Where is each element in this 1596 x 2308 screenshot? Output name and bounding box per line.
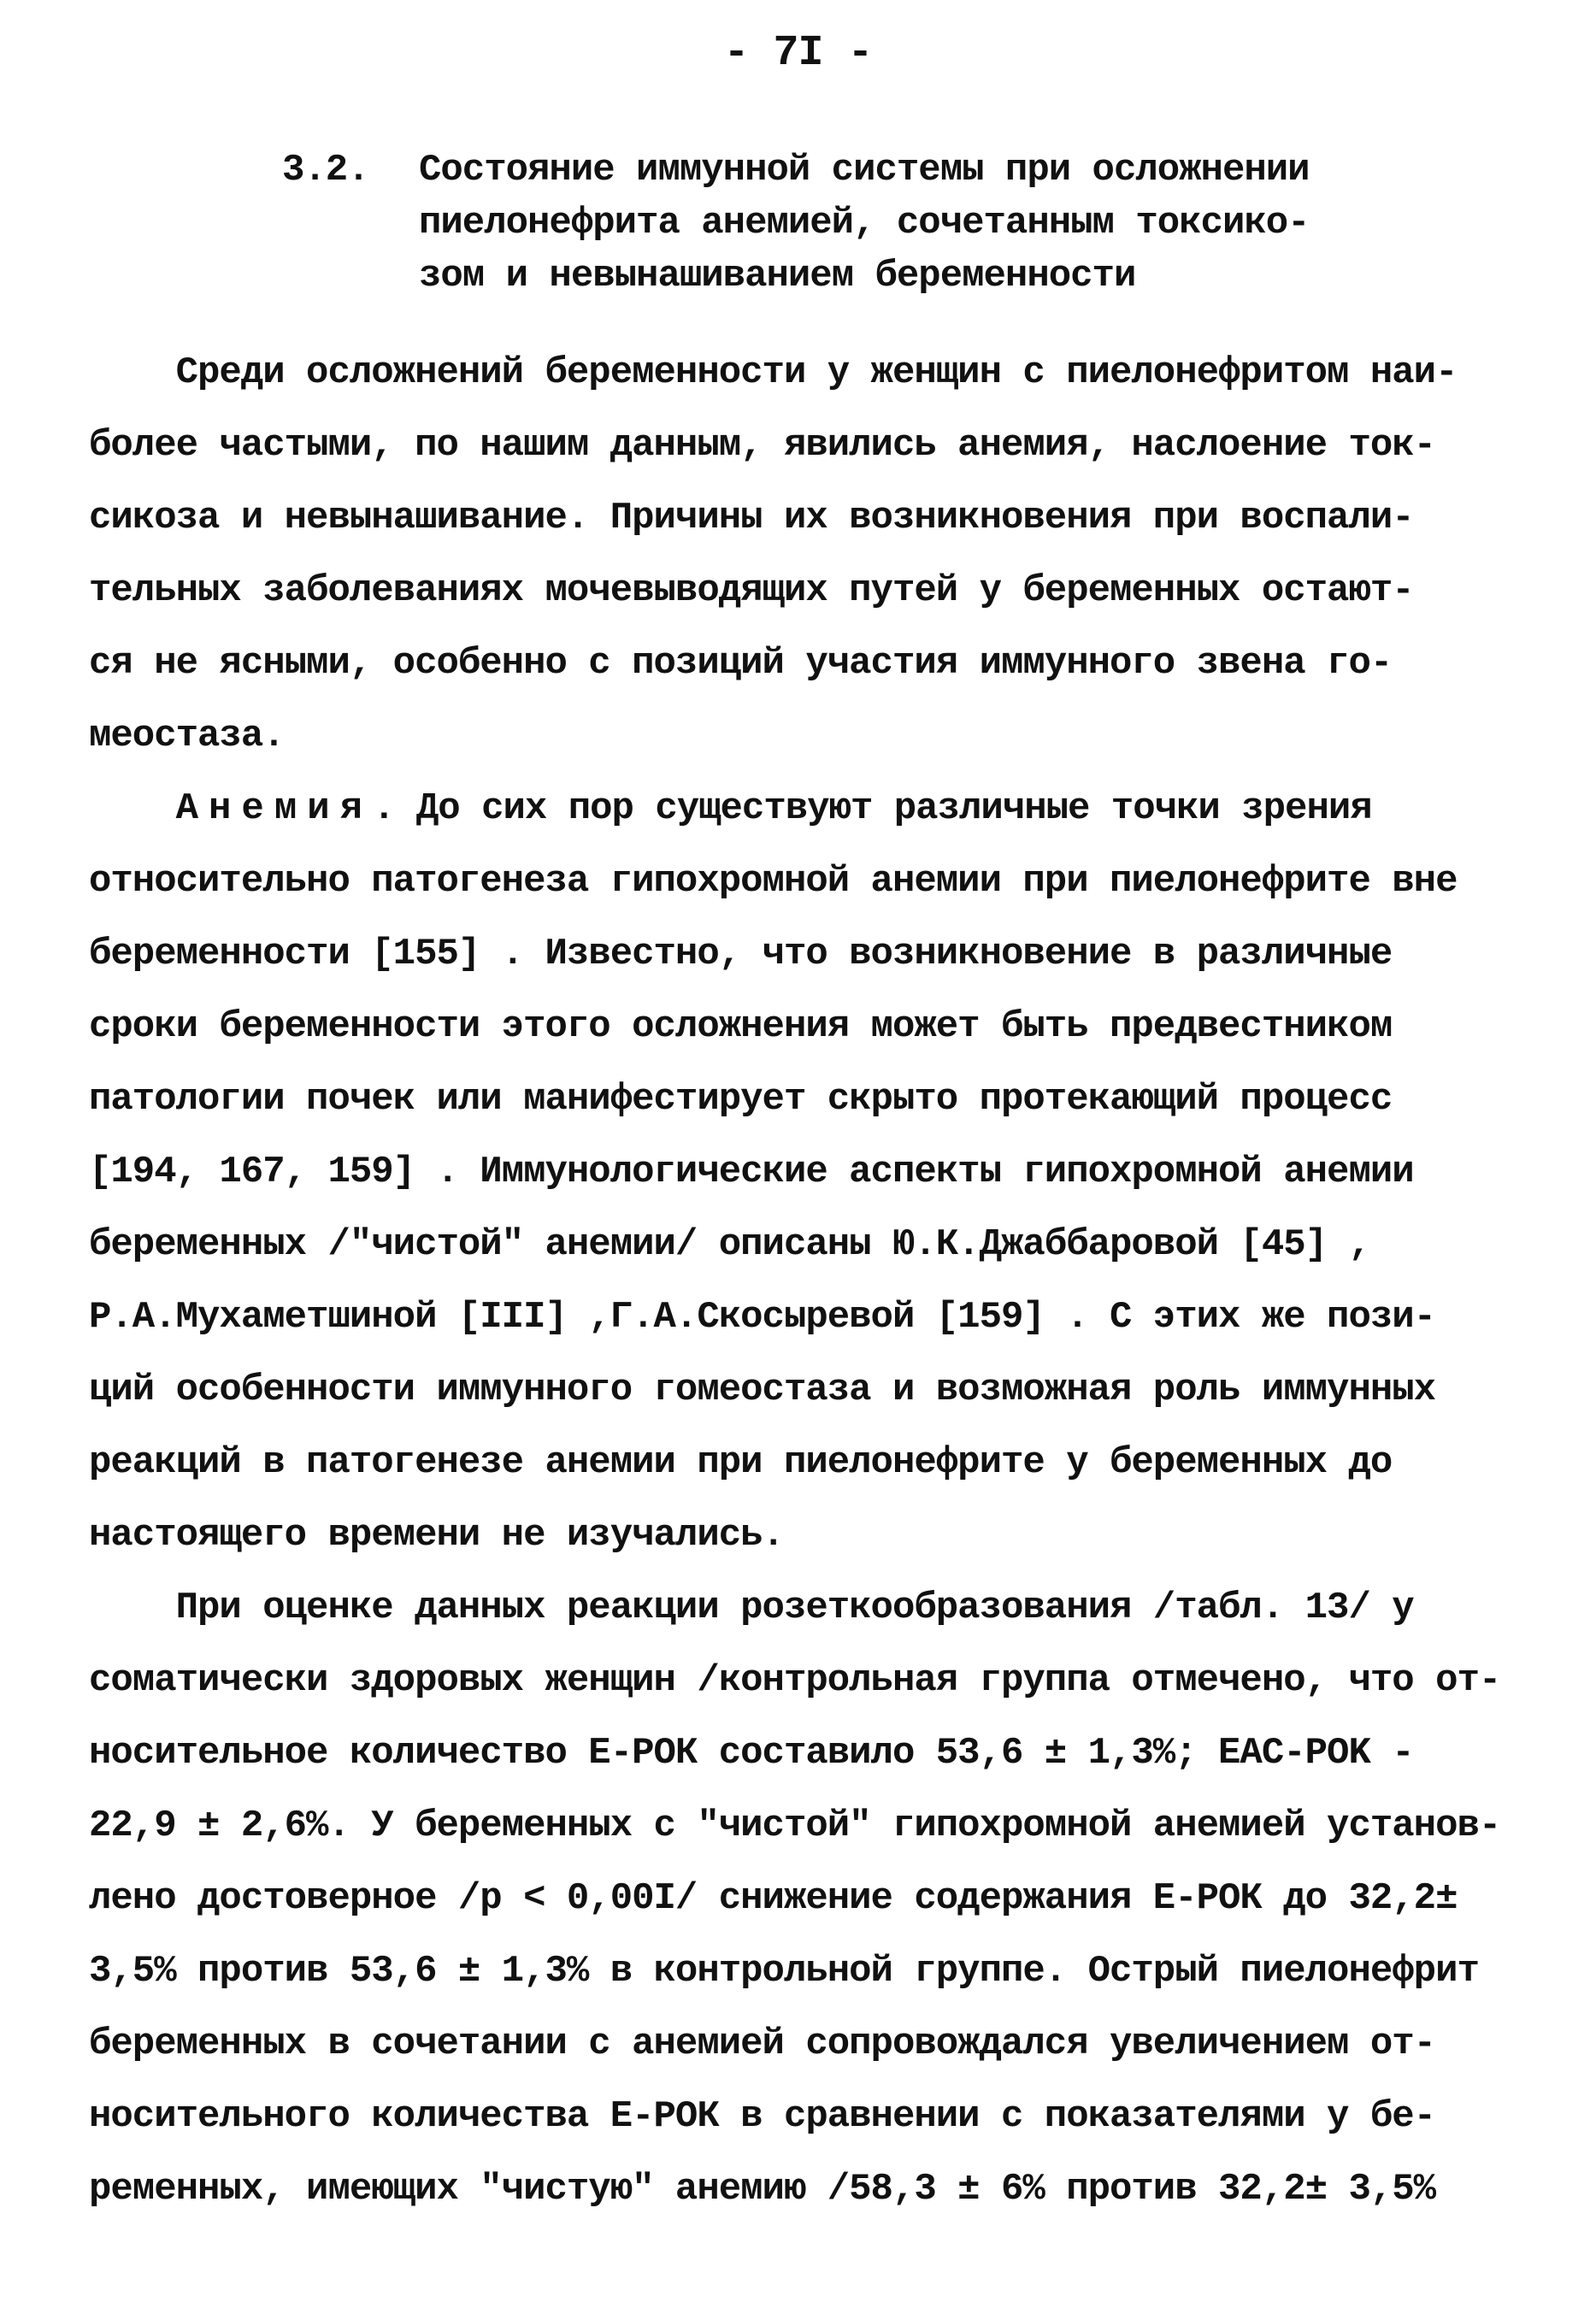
body-text xyxy=(89,337,1534,2226)
text-line: Р.А.Мухаметшиной [III] ,Г.А.Скосыревой [159] . С этих же пози- xyxy=(89,1296,1436,1339)
paragraph-2 xyxy=(89,773,1534,1572)
section-heading xyxy=(282,144,1436,303)
text-line: носительного количества Е-РОК в сравнении с показателями у бе- xyxy=(89,2095,1436,2138)
paragraph-3 xyxy=(89,1572,1534,2226)
text-line: лено достоверное /р < 0,00I/ снижение содержания Е-РОК до 32,2± xyxy=(89,1877,1458,1920)
text-line: реакций в патогенезе анемии при пиелонефрите у беременных до xyxy=(89,1441,1393,1484)
lead-word-spaced: Анемия xyxy=(175,787,374,830)
paragraph-indent xyxy=(89,787,176,830)
text-line: настоящего времени не изучались. xyxy=(89,1514,784,1557)
heading-text-line-2: пиелонефрита анемией, сочетанным токсико- xyxy=(419,202,1310,244)
paragraph-1 xyxy=(89,337,1534,773)
page-number: - 7I - xyxy=(723,29,873,78)
heading-indent xyxy=(282,197,419,250)
text-line: более частыми, по нашим данным, явились анемия, наслоение ток- xyxy=(89,424,1436,467)
lead-line-rest: . До сих пор существуют различные точки зрения xyxy=(373,787,1372,830)
text-line: беременных /"чистой" анемии/ описаны Ю.К.Джаббаровой [45] , xyxy=(89,1223,1370,1266)
text-line: относительно патогенеза гипохромной анемии при пиелонефрите вне xyxy=(89,860,1458,903)
text-line: меостаза. xyxy=(89,715,285,757)
text-line: 3,5% против 53,6 ± 1,3% в контрольной группе. Острый пиелонефрит xyxy=(89,1950,1479,1993)
heading-line-2 xyxy=(282,197,1436,250)
heading-indent xyxy=(282,250,419,303)
text-line: патологии почек или манифестирует скрыто протекающий процесс xyxy=(89,1078,1393,1121)
text-line: сроки беременности этого осложнения может быть предвестником xyxy=(89,1005,1393,1048)
text-line: соматически здоровых женщин /контрольная группа отмечено, что от- xyxy=(89,1659,1501,1702)
text-line: Среди осложнений беременности у женщин с пиелонефритом наи- xyxy=(89,351,1458,394)
text-line: носительное количество Е-РОК составило 53,6 ± 1,3%; EAC-POK - xyxy=(89,1732,1414,1775)
text-line-with-lead xyxy=(89,773,1534,845)
text-line: беременности [155] . Известно, что возникновение в различные xyxy=(89,933,1393,975)
text-line: сикоза и невынашивание. Причины их возникновения при воспали- xyxy=(89,497,1414,539)
text-line: 22,9 ± 2,6%. У беременных с "чистой" гипохромной анемией установ- xyxy=(89,1805,1501,1847)
section-number: 3.2. xyxy=(282,149,369,191)
heading-line-3 xyxy=(282,250,1436,303)
text-line: ся не ясными, особенно с позиций участия иммунного звена го- xyxy=(89,642,1393,685)
text-line: [194, 167, 159] . Иммунологические аспекты гипохромной анемии xyxy=(89,1151,1414,1193)
text-line: ций особенности иммунного гомеостаза и возможная роль иммунных xyxy=(89,1369,1436,1411)
heading-text-line-1: Состояние иммунной системы при осложнении xyxy=(419,149,1310,191)
text-line: тельных заболеваниях мочевыводящих путей у беременных остают- xyxy=(89,569,1414,612)
text-line: беременных в сочетании с анемией сопровождался увеличением от- xyxy=(89,2022,1436,2065)
heading-line-1 xyxy=(282,144,1436,197)
text-line: ременных, имеющих "чистую" анемию /58,3 ± 6% против 32,2± 3,5% xyxy=(89,2168,1436,2211)
heading-text-line-3: зом и невынашиванием беременности xyxy=(419,255,1136,297)
text-line: При оценке данных реакции розеткообразования /табл. 13/ у xyxy=(89,1587,1414,1629)
